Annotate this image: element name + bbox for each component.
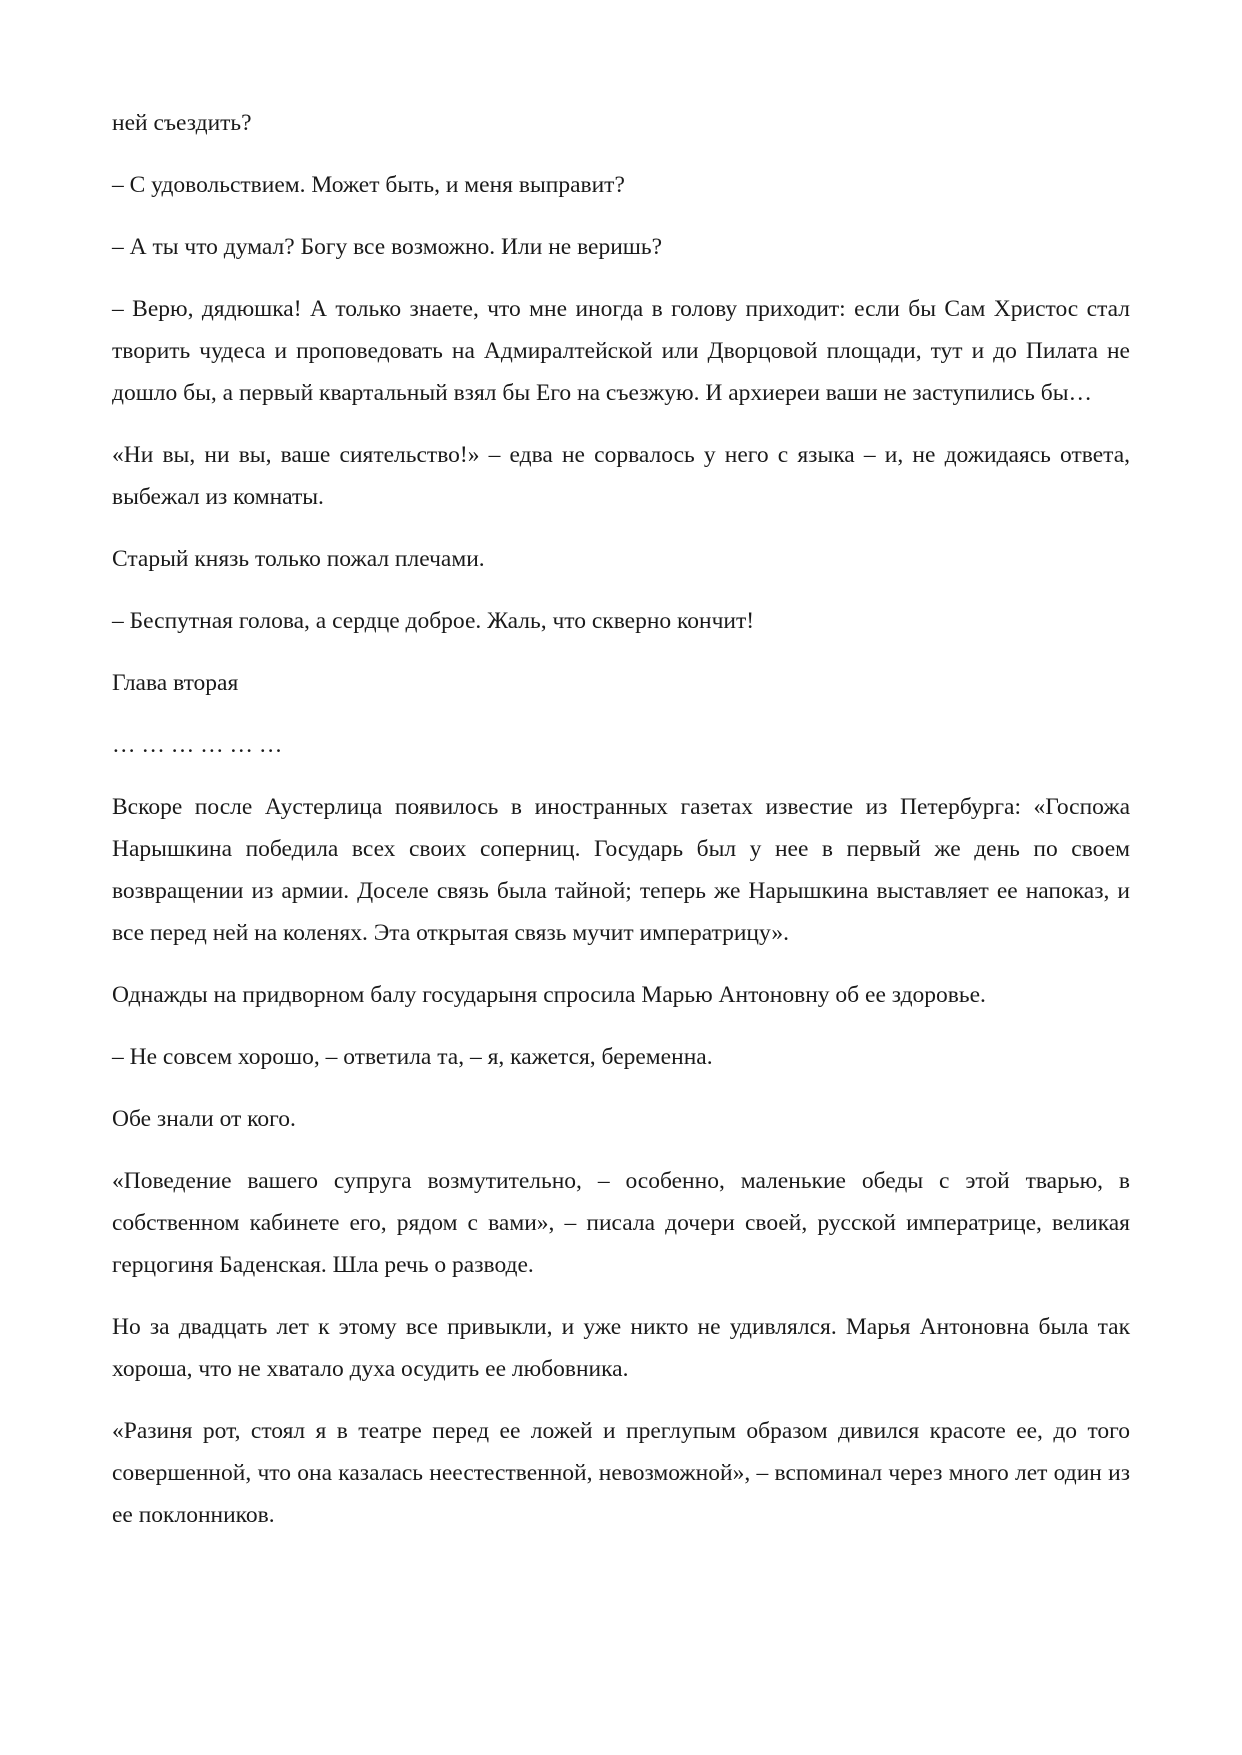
paragraph-10: Вскоре после Аустерлица появилось в иностранных газетах известие из Петербурга: «Госпожа Нарышкина победила всех своих соперниц. Государь был у нее в первый же день по своем возвращении из армии. Доселе связь была тайной; теперь же Нарышкина выставляет ее напоказ, и все перед ней на коленях. Эта открытая связь мучит императрицу». <box>112 794 1130 946</box>
paragraph-14: «Поведение вашего супруга возмутительно, – особенно, маленькие обеды с этой тварью, в собственном кабинете его, рядом с вами», – писала дочери своей, русской императрице, великая герцогиня Баденская. Шла речь о разводе. <box>112 1168 1130 1278</box>
paragraph-16: «Разиня рот, стоял я в театре перед ее ложей и преглупым образом дивился красоте ее, до того совершенной, что она казалась неестественной, невозможной», – вспоминал через много лет один из ее поклонников. <box>112 1418 1130 1528</box>
paragraph-7: – Беспутная голова, а сердце доброе. Жаль, что скверно кончит! <box>112 608 755 634</box>
chapter-heading: Глава вторая <box>112 670 239 696</box>
paragraph-13: Обе знали от кого. <box>112 1106 296 1132</box>
paragraph-6: Старый князь только пожал плечами. <box>112 546 485 572</box>
paragraph-1: ней съездить? <box>112 110 252 136</box>
paragraph-11: Однажды на придворном балу государыня спросила Марью Антоновну об ее здоровье. <box>112 982 986 1008</box>
paragraph-2: – С удовольствием. Может быть, и меня выправит? <box>112 172 625 198</box>
document-page <box>112 102 1130 1556</box>
paragraph-3: – А ты что думал? Богу все возможно. Или не веришь? <box>112 234 663 260</box>
paragraph-12: – Не совсем хорошо, – ответила та, – я, кажется, беременна. <box>112 1044 713 1070</box>
paragraph-15: Но за двадцать лет к этому все привыкли, и уже никто не удивлялся. Марья Антоновна была так хороша, что не хватало духа осудить ее любовника. <box>112 1314 1130 1382</box>
paragraph-4: – Верю, дядюшка! А только знаете, что мне иногда в голову приходит: если бы Сам Христос стал творить чудеса и проповедовать на Адмиралтейской или Дворцовой площади, тут и до Пилата не дошло бы, а первый квартальный взял бы Его на съезжую. И архиереи ваши не заступились бы… <box>112 296 1130 406</box>
ellipsis-separator: … … … … … … <box>112 732 283 758</box>
paragraph-5: «Ни вы, ни вы, ваше сиятельство!» – едва не сорвалось у него с языка – и, не дожидаясь ответа, выбежал из комнаты. <box>112 442 1130 510</box>
